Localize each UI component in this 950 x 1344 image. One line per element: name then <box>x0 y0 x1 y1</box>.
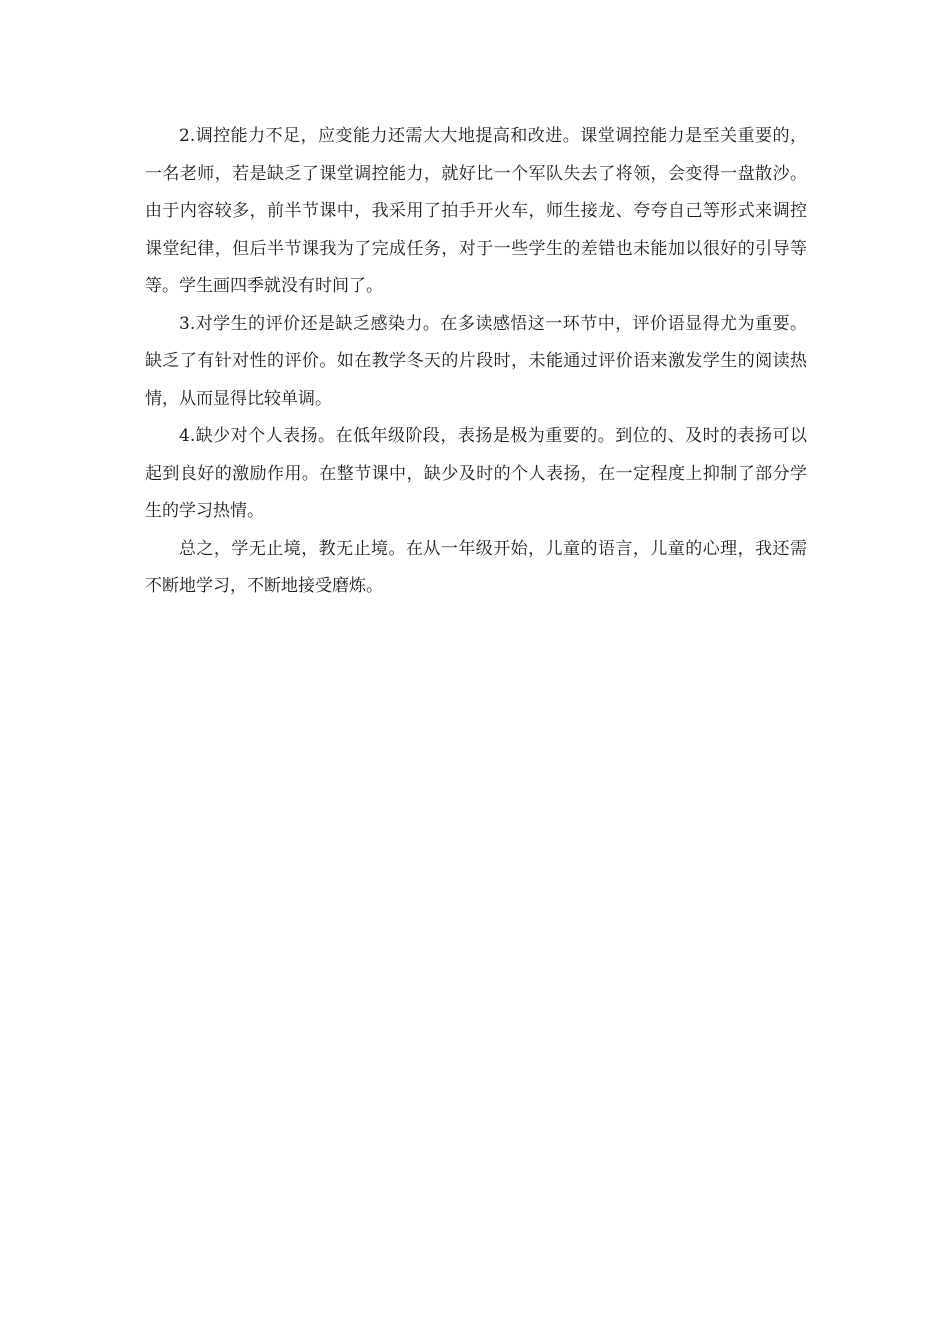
paragraph-point-2: 2.调控能力不足，应变能力还需大大地提高和改进。课堂调控能力是至关重要的，一名老师，若是缺乏了课堂调控能力，就好比一个军队失去了将领，会变得一盘散沙。由于内容较多，前半节课中，我采用了拍手开火车，师生接龙、夸夸自己等形式来调控课堂纪律，但后半节课我为了完成任务，对于一些学生的差错也未能加以很好的引导等等。学生画四季就没有时间了。 <box>145 126 807 296</box>
paragraph-conclusion: 总之，学无止境，教无止境。在从一年级开始，儿童的语言，儿童的心理，我还需不断地学习，不断地接受磨炼。 <box>145 538 807 596</box>
document-body <box>145 118 807 606</box>
paragraph-point-3: 3.对学生的评价还是缺乏感染力。在多读感悟这一环节中，评价语显得尤为重要。缺乏了有针对性的评价。如在教学冬天的片段时，未能通过评价语来激发学生的阅读热情，从而显得比较单调。 <box>145 313 807 409</box>
paragraph-point-4: 4.缺少对个人表扬。在低年级阶段，表扬是极为重要的。到位的、及时的表扬可以起到良好的激励作用。在整节课中，缺少及时的个人表扬，在一定程度上抑制了部分学生的学习热情。 <box>145 426 807 521</box>
